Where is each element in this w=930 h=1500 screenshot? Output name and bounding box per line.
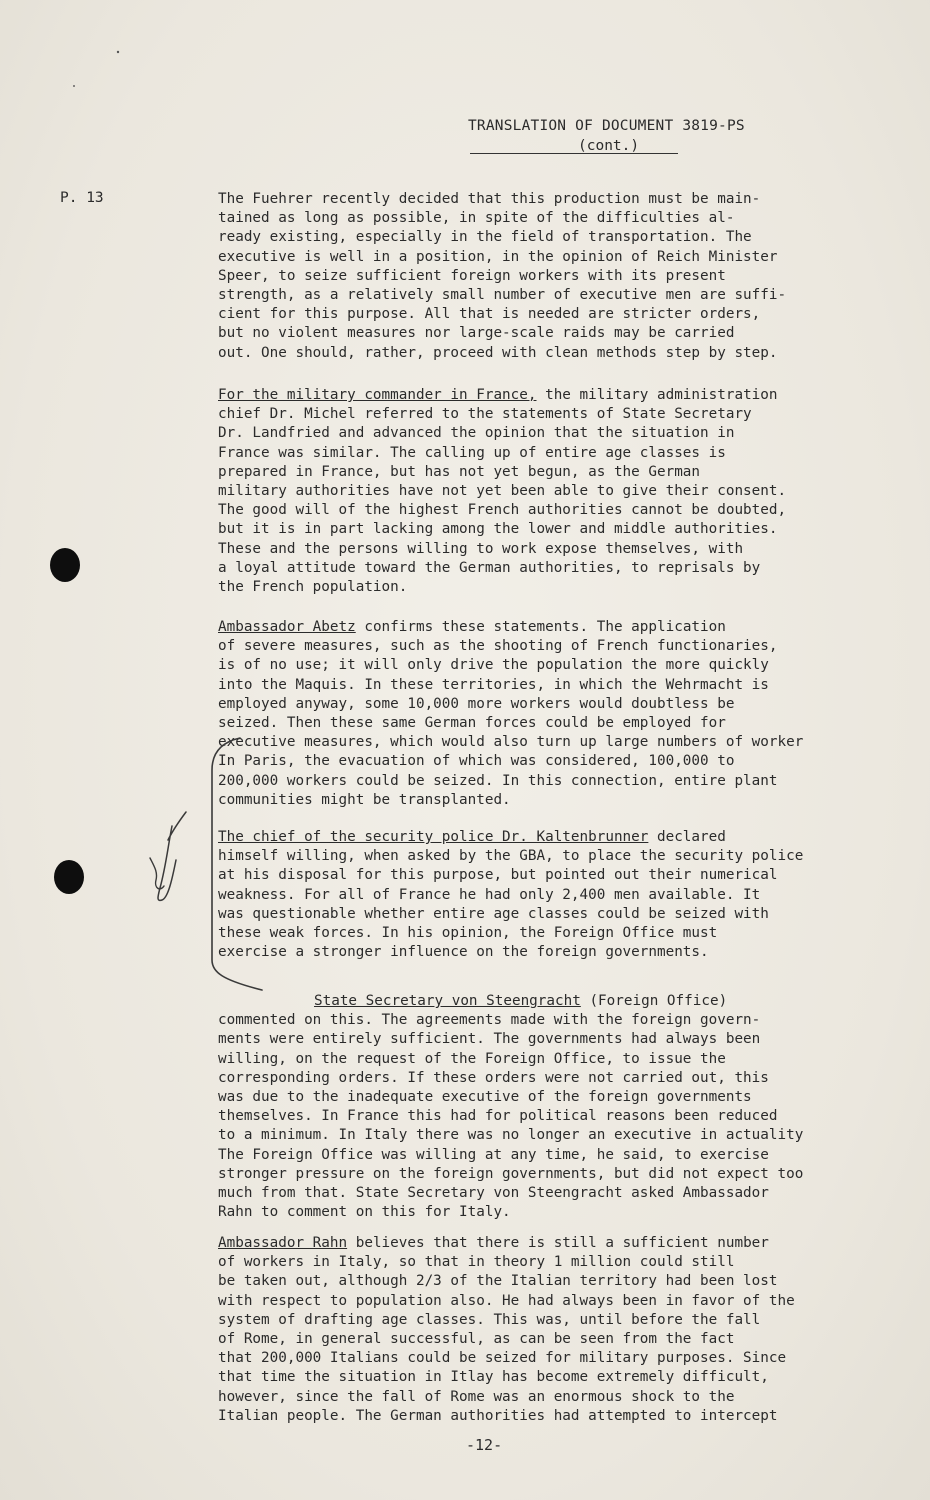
margin-scribble-mark bbox=[150, 858, 164, 889]
text-line: with respect to population also. He had always been in favor of the bbox=[218, 1292, 795, 1309]
text-line: corresponding orders. If these orders were not carried out, this bbox=[218, 1069, 769, 1086]
text-line: much from that. State Secretary von Steengracht asked Ambassador bbox=[218, 1185, 769, 1202]
text-line: 200,000 workers could be seized. In this connection, entire plant bbox=[218, 772, 778, 789]
paper-speck bbox=[117, 51, 119, 53]
text-line: of Rome, in general successful, as can be seen from the fact bbox=[218, 1331, 735, 1348]
page-reference: P. 13 bbox=[60, 190, 104, 206]
underlined-phrase: State Secretary von Steengracht bbox=[314, 993, 581, 1009]
text-line: exercise a stronger influence on the foreign governments. bbox=[218, 944, 709, 961]
text-line: employed anyway, some 10,000 more workers would doubtless be bbox=[218, 695, 735, 712]
paper-speck bbox=[73, 85, 75, 87]
text-line: stronger pressure on the foreign governments, but did not expect too bbox=[218, 1165, 804, 1182]
text-line: of workers in Italy, so that in theory 1 million could still bbox=[218, 1254, 735, 1271]
text-line: to a minimum. In Italy there was no longer an executive in actuality bbox=[218, 1127, 804, 1144]
text-line: weakness. For all of France he had only 2,400 men available. It bbox=[218, 886, 761, 903]
page-number: -12- bbox=[466, 1436, 503, 1454]
text-line: military authorities have not yet been able to give their consent. bbox=[218, 483, 787, 500]
text-line: was questionable whether entire age classes could be seized with bbox=[218, 905, 769, 922]
text-line-underlined-lead: The chief of the security police Dr. Kaltenbrunner declared bbox=[218, 829, 726, 845]
text-line: at his disposal for this purpose, but pointed out their numerical bbox=[218, 867, 778, 884]
text-line: These and the persons willing to work expose themselves, with bbox=[218, 540, 744, 557]
text-line: that 200,000 Italians could be seized for military purposes. Since bbox=[218, 1350, 787, 1367]
text-line: be taken out, although 2/3 of the Italian territory had been lost bbox=[218, 1273, 778, 1290]
text-line: that time the situation in Itlay has become extremely difficult, bbox=[218, 1369, 769, 1386]
text-line: communities might be transplanted. bbox=[218, 791, 511, 808]
text-line-underlined-lead: Ambassador Abetz confirms these statements. The application bbox=[218, 619, 726, 635]
text-line: Speer, to seize sufficient foreign workers with its present bbox=[218, 267, 726, 284]
document-subtitle: (cont.) bbox=[578, 138, 640, 154]
text-line: seized. Then these same German forces could be employed for bbox=[218, 715, 726, 732]
text-line: The good will of the highest French authorities cannot be doubted, bbox=[218, 502, 787, 519]
text-line: chief Dr. Michel referred to the statements of State Secretary bbox=[218, 406, 752, 423]
text-line: The Fuehrer recently decided that this production must be main- bbox=[218, 191, 761, 207]
text-line: Italian people. The German authorities had attempted to intercept bbox=[218, 1407, 778, 1424]
text-line: tained as long as possible, in spite of the difficulties al- bbox=[218, 210, 735, 227]
text-line-underlined-lead: For the military commander in France, the military administration bbox=[218, 387, 778, 403]
text-line: is of no use; it will only drive the population the more quickly bbox=[218, 657, 769, 674]
text-line: himself willing, when asked by the GBA, to place the security police bbox=[218, 848, 804, 865]
underlined-phrase: For the military commander in France, bbox=[218, 387, 537, 403]
text-line: executive measures, which would also turn up large numbers of worker bbox=[218, 734, 804, 751]
text-line: In Paris, the evacuation of which was considered, 100,000 to bbox=[218, 753, 735, 770]
text-line: a loyal attitude toward the German authorities, to reprisals by bbox=[218, 559, 761, 576]
underlined-phrase: The chief of the security police Dr. Kaltenbrunner bbox=[218, 829, 649, 845]
text-line: Dr. Landfried and advanced the opinion that the situation in bbox=[218, 425, 735, 442]
underlined-phrase: Ambassador Abetz bbox=[218, 619, 356, 635]
document-title: TRANSLATION OF DOCUMENT 3819-PS bbox=[468, 118, 745, 134]
text-line: commented on this. The agreements made with the foreign govern- bbox=[218, 1012, 761, 1029]
text-line: Rahn to comment on this for Italy. bbox=[218, 1204, 511, 1221]
text-line: ready existing, especially in the field of transportation. The bbox=[218, 229, 752, 246]
text-line: cient for this purpose. All that is needed are stricter orders, bbox=[218, 306, 761, 323]
text-line: ments were entirely sufficient. The governments had always been bbox=[218, 1031, 761, 1048]
text-line-underlined-lead: Ambassador Rahn believes that there is still a sufficient number bbox=[218, 1235, 769, 1251]
text-line: out. One should, rather, proceed with clean methods step by step. bbox=[218, 344, 778, 361]
text-line: system of drafting age classes. This was, until before the fall bbox=[218, 1311, 761, 1328]
text-line: these weak forces. In his opinion, the Foreign Office must bbox=[218, 925, 718, 942]
text-line: was due to the inadequate executive of the foreign governments bbox=[218, 1089, 752, 1106]
text-line-underlined-lead: State Secretary von Steengracht (Foreign Office) bbox=[314, 993, 728, 1009]
text-line: of severe measures, such as the shooting of French functionaries, bbox=[218, 638, 778, 655]
text-line: the French population. bbox=[218, 579, 408, 596]
text-line: willing, on the request of the Foreign Office, to issue the bbox=[218, 1050, 726, 1067]
text-line: strength, as a relatively small number of executive men are suffi- bbox=[218, 287, 787, 304]
text-line: France was similar. The calling up of entire age classes is bbox=[218, 444, 726, 461]
text-line: into the Maquis. In these territories, in which the Wehrmacht is bbox=[218, 676, 769, 693]
text-line: executive is well in a position, in the opinion of Reich Minister bbox=[218, 248, 778, 265]
text-line: themselves. In France this had for political reasons been reduced bbox=[218, 1108, 778, 1125]
underlined-phrase: Ambassador Rahn bbox=[218, 1235, 348, 1251]
text-line: prepared in France, but has not yet begun, as the German bbox=[218, 463, 701, 480]
text-line: however, since the fall of Rome was an enormous shock to the bbox=[218, 1388, 735, 1405]
text-line: but it is in part lacking among the lower and middle authorities. bbox=[218, 521, 778, 538]
text-line: but no violent measures nor large-scale raids may be carried bbox=[218, 325, 735, 342]
margin-bracket-mark bbox=[212, 738, 262, 990]
text-line: The Foreign Office was willing at any time, he said, to exercise bbox=[218, 1146, 769, 1163]
